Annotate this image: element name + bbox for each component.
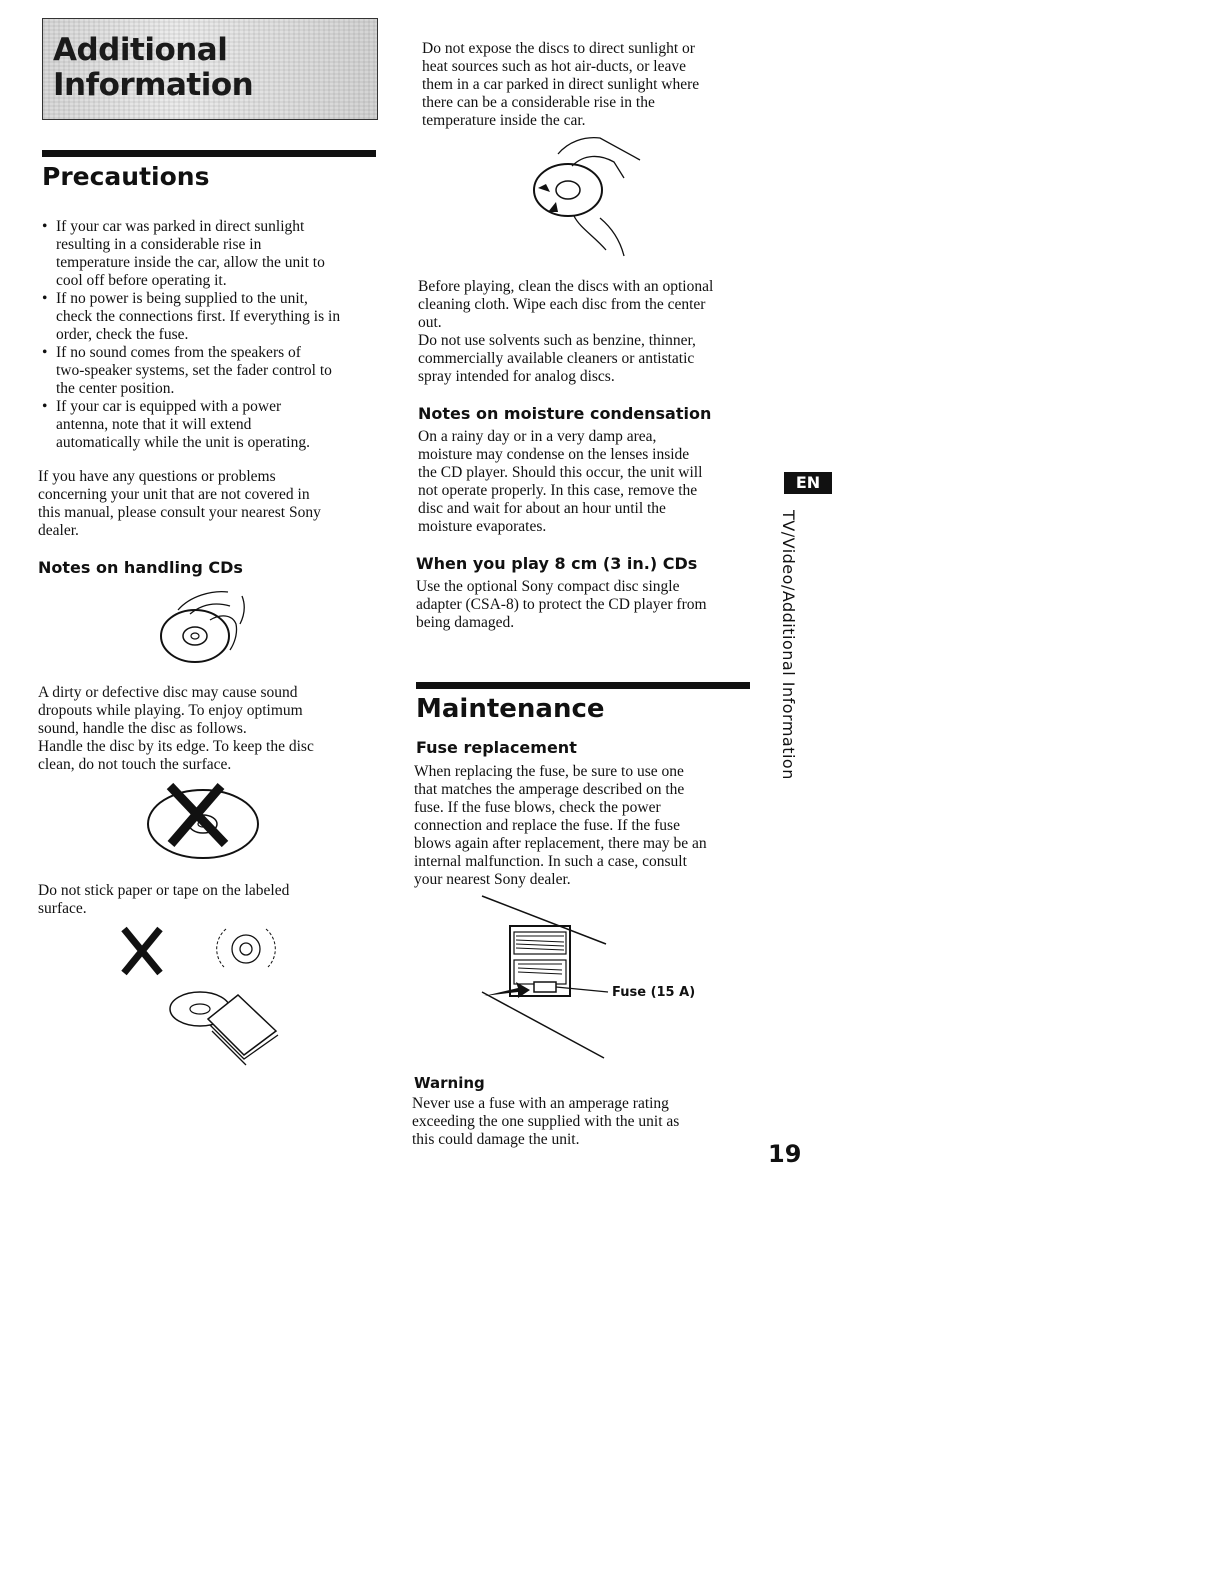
precautions-list: [42, 218, 382, 452]
questions-paragraph: If you have any questions or problems concerning your unit that are not covered in this manual, please consult your nearest Sony dealer.: [38, 468, 321, 539]
section-banner: [42, 18, 378, 120]
list-item: • If your car was parked in direct sunlight resulting in a considerable rise in temperature inside the car, allow the unit to cool off before operating it.: [42, 218, 382, 290]
precautions-heading: Precautions: [42, 162, 210, 191]
handling-paragraph: A dirty or defective disc may cause sound dropouts while playing. To enjoy optimum sound, handle the disc as follows. Handle the disc by its edge. To keep the disc clean, do not touch the surface.: [38, 684, 314, 773]
warning-heading: Warning: [414, 1074, 485, 1092]
fuse-paragraph: When replacing the fuse, be sure to use one that matches the amperage described on the fuse. If the fuse blows, check the power connection and replace the fuse. If the fuse blows again after replacement, there may be an internal malfunction. In such a case, consult your nearest Sony dealer.: [414, 763, 707, 888]
sticker-paragraph: Do not stick paper or tape on the labeled surface.: [38, 882, 290, 917]
eight-cm-paragraph: Use the optional Sony compact disc single adapter (CSA-8) to protect the CD player from being damaged.: [416, 578, 707, 631]
banner-title: Additional Information: [53, 32, 254, 103]
language-badge: EN: [784, 472, 832, 494]
sunlight-paragraph: Do not expose the discs to direct sunlight or heat sources such as hot air-ducts, or leave them in a car parked in direct sunlight where there can be a considerable rise in the temperature inside the car.: [422, 40, 700, 129]
moisture-paragraph: On a rainy day or in a very damp area, moisture may condense on the lenses inside the CD player. Should this occur, the unit will not operate properly. In this case, remove the disc and wait for about an hour until the moisture evaporates.: [418, 428, 703, 535]
do-not-touch-illustration: [145, 780, 265, 862]
maintenance-heading: Maintenance: [416, 694, 605, 724]
page-number: 19: [768, 1140, 802, 1168]
precautions-rule: [42, 150, 376, 157]
handling-heading: Notes on handling CDs: [38, 558, 243, 577]
list-item: • If no power is being supplied to the unit, check the connections first. If everything is in order, check the fuse.: [42, 290, 382, 344]
cleaning-paragraph: Before playing, clean the discs with an optional cleaning cloth. Wipe each disc from the center out. Do not use solvents such as benzine, thinner, commercially available cleaners or antistatic spray intended for analog discs.: [418, 278, 714, 385]
list-item: • If your car is equipped with a power antenna, note that it will extend automatically while the unit is operating.: [42, 398, 382, 452]
warning-paragraph: Never use a fuse with an amperage rating exceeding the one supplied with the unit as this could damage the unit.: [412, 1095, 680, 1148]
fuse-heading: Fuse replacement: [416, 738, 577, 757]
section-tab-label: TV/Video/Additional Information: [779, 510, 798, 780]
list-item: • If no sound comes from the speakers of two-speaker systems, set the fader control to the center position.: [42, 344, 382, 398]
eight-cm-heading: When you play 8 cm (3 in.) CDs: [416, 554, 698, 573]
disc-cleaning-illustration: [528, 132, 648, 256]
fuse-illustration: [478, 892, 618, 1062]
fuse-label: Fuse (15 A): [612, 985, 696, 1000]
moisture-heading: Notes on moisture condensation: [418, 404, 712, 423]
no-sticker-illustration: [118, 915, 288, 1060]
maintenance-rule: [416, 682, 750, 689]
disc-handling-illustration: [150, 584, 260, 666]
